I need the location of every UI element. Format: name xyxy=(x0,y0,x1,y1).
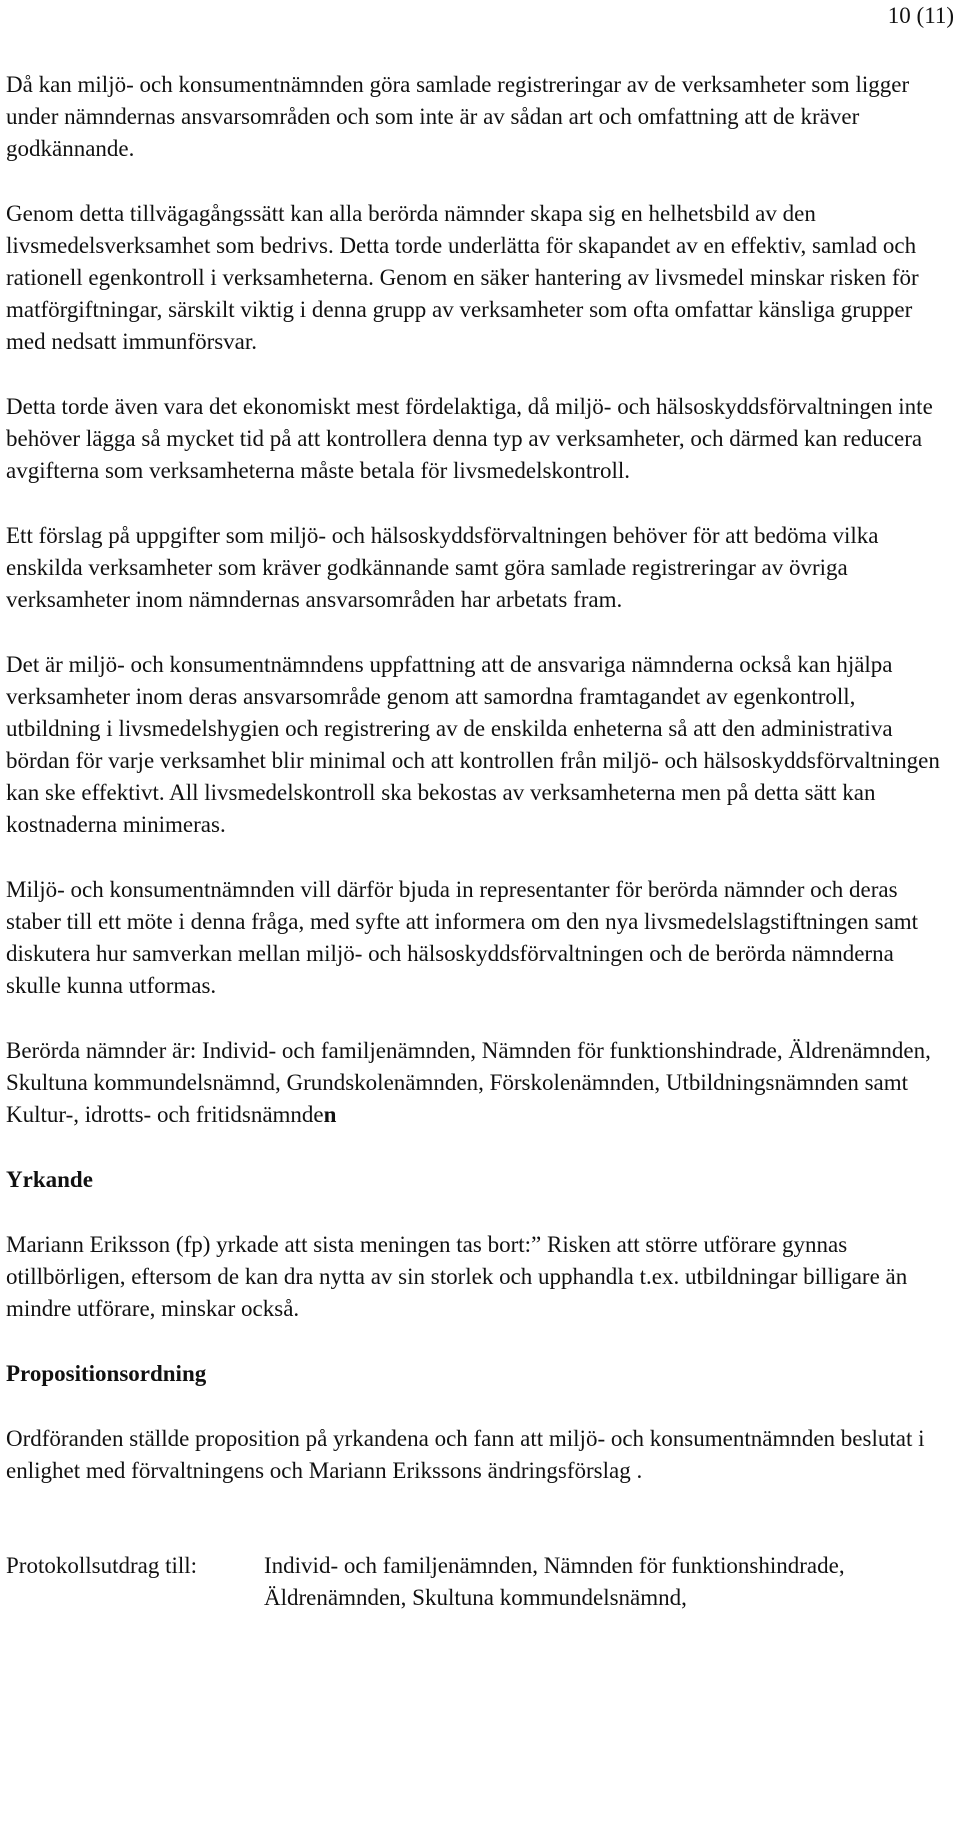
heading-yrkande: Yrkande xyxy=(6,1167,93,1192)
page-number: 10 (11) xyxy=(887,3,954,28)
paragraph-propositionsordning: Ordföranden ställde proposition på yrkandena och fann att miljö- och konsumentnämnden beslutat i enlighet med förvaltningens och Mariann Erikssons ändringsförslag . xyxy=(6,1426,925,1483)
distribution-label: Protokollsutdrag till: xyxy=(6,1553,198,1578)
paragraph-opinion: Det är miljö- och konsumentnämndens uppfattning att de ansvariga nämnderna också kan hjälpa verksamheter inom deras ansvarsområde genom att samordna framtagandet av egenkontroll, utbildning i livsmedelshygien och registrering av de enskilda enheterna så att den administrativa bördan för varje verksamhet blir minimal och att kontrollen från miljö- och hälsoskyddsförvaltningen kan ske effektivt. All livsmedelskontroll ska bekostas av verksamheterna men på detta sätt kan kostnaderna minimeras. xyxy=(6,652,940,837)
heading-propositionsordning: Propositionsordning xyxy=(6,1361,207,1386)
affected-boards-text: Berörda nämnder är: Individ- och familjenämnden, Nämnden för funktionshindrade, Äldrenämnden, Skultuna kommundelsnämnd, Grundskolenämnden, Förskolenämnden, Utbildningsnämnden samt Kultur-, idrotts- och fritidsnämnde xyxy=(6,1038,931,1127)
paragraph-proposal: Ett förslag på uppgifter som miljö- och hälsoskyddsförvaltningen behöver för att bedöma vilka enskilda verksamheter som kräver godkännande samt göra samlade registreringar av övriga verksamheter inom nämndernas ansvarsområden har arbetats fram. xyxy=(6,523,879,612)
document-body xyxy=(6,69,940,1614)
paragraph-affected-boards xyxy=(6,1035,940,1131)
distribution-list xyxy=(6,1550,940,1614)
paragraph-invitation: Miljö- och konsumentnämnden vill därför bjuda in representanter för berörda nämnder och deras staber till ett möte i denna fråga, med syfte att informera om den nya livsmedelslagstiftningen samt diskutera hur samverkan mellan miljö- och hälsoskyddsförvaltningen och de berörda nämnderna skulle kunna utformas. xyxy=(6,877,919,998)
paragraph-overview: Genom detta tillvägagångssätt kan alla berörda nämnder skapa sig en helhetsbild av den livsmedelsverksamhet som bedrivs. Detta torde underlätta för skapandet av en effektiv, samlad och rationell egenkontroll i verksamheterna. Genom en säker hantering av livsmedel minskar risken för matförgiftningar, särskilt viktig i denna grupp av verksamheter som ofta omfattar känsliga grupper med nedsatt immunförsvar. xyxy=(6,201,919,354)
distribution-recipients: Individ- och familjenämnden, Nämnden för funktionshindrade, Äldrenämnden, Skultuna kommundelsnämnd, xyxy=(264,1553,845,1610)
spacer xyxy=(6,1520,940,1550)
paragraph-yrkande: Mariann Eriksson (fp) yrkade att sista meningen tas bort:” Risken att större utförare gynnas otillbörligen, eftersom de kan dra nytta av sin storlek och upphandla t.ex. utbildningar billigare än mindre utförare, minskar också. xyxy=(6,1232,908,1321)
affected-boards-last-letter: n xyxy=(323,1102,337,1127)
paragraph-economy: Detta torde även vara det ekonomiskt mest fördelaktiga, då miljö- och hälsoskyddsförvaltningen inte behöver lägga så mycket tid på att kontrollera denna typ av verksamheter, och därmed kan reducera avgifterna som verksamheterna måste betala för livsmedelskontroll. xyxy=(6,394,933,483)
paragraph-registration: Då kan miljö- och konsumentnämnden göra samlade registreringar av de verksamheter som ligger under nämndernas ansvarsområden och som inte är av sådan art och omfattning att de kräver godkännande. xyxy=(6,72,910,161)
